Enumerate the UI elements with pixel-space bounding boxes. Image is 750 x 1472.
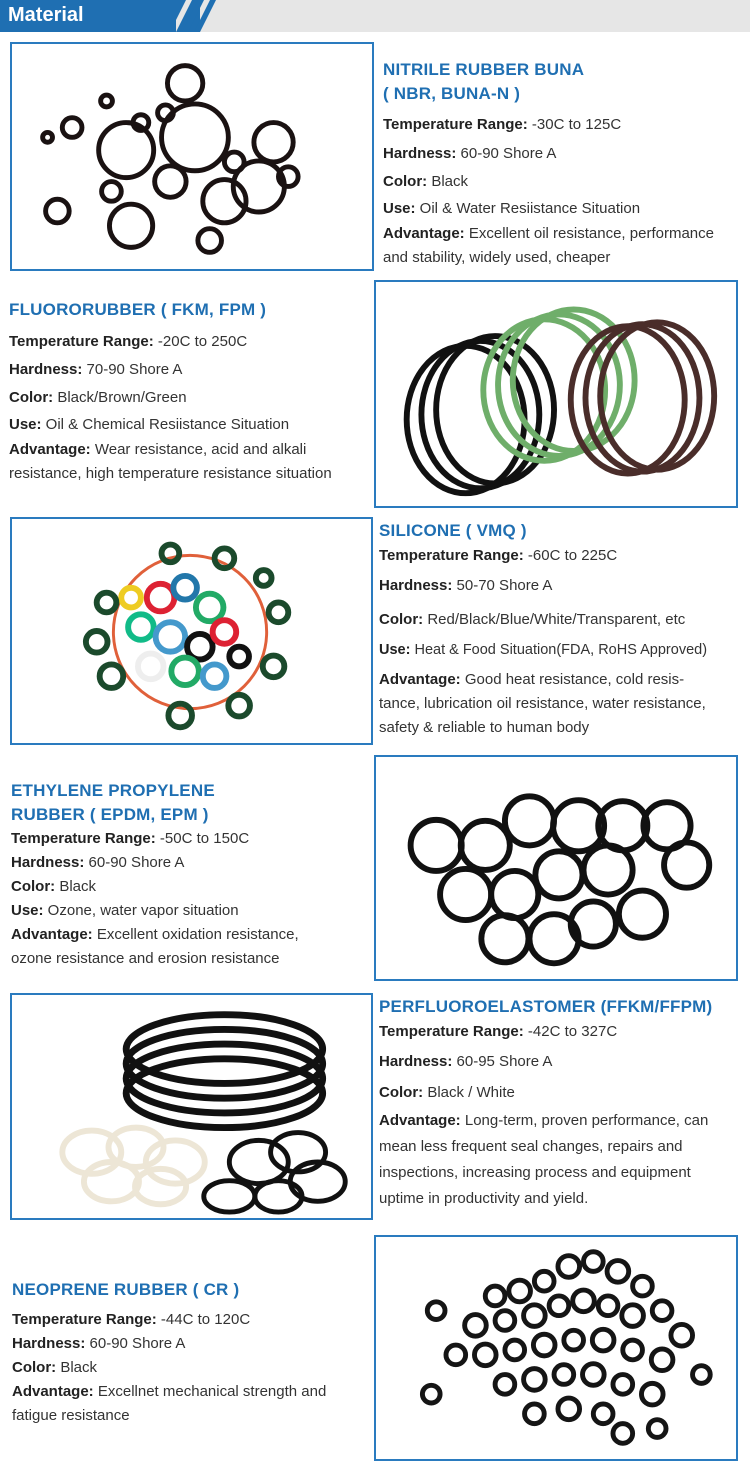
temperature-row: Temperature Range: -60C to 225C	[379, 547, 618, 564]
temperature-row: Temperature Range: -30C to 125C	[383, 116, 622, 133]
epdm-info	[11, 779, 373, 971]
fkm-info	[9, 298, 369, 486]
header-stripes-icon	[176, 0, 236, 32]
material-title: ETHYLENE PROPYLENE RUBBER ( EPDM, EPM )	[11, 781, 215, 824]
epdm-photo	[374, 755, 738, 981]
ffkm-photo	[10, 993, 373, 1220]
color-row: Color: Black	[11, 878, 97, 895]
o-ring-photo-icon	[376, 1237, 736, 1459]
o-ring-photo-icon	[12, 44, 372, 269]
material-title: NEOPRENE RUBBER ( CR )	[12, 1280, 240, 1299]
advantage-row: Advantage: Excellent oxidation resistance, ozone resistance and erosion resistance	[11, 926, 299, 967]
use-row: Use: Oil & Water Resiistance Situation	[383, 200, 641, 217]
o-ring-photo-icon	[376, 282, 736, 506]
advantage-row: Advantage: Long-term, proven performance, can mean less frequent seal changes, repairs and inspections, increasing process and equipment uptime in productivity and yield.	[379, 1112, 709, 1207]
advantage-row: Advantage: Excellnet mechanical strength and fatigue resistance	[12, 1383, 327, 1424]
temperature-row: Temperature Range: -20C to 250C	[9, 333, 248, 350]
material-title: PERFLUOROELASTOMER (FFKM/FFPM)	[379, 997, 713, 1016]
color-row: Color: Red/Black/Blue/White/Transparent, etc	[379, 611, 686, 628]
use-row: Use: Ozone, water vapor situation	[11, 902, 239, 919]
section-title: Material	[8, 4, 84, 26]
use-row: Use: Heat & Food Situation(FDA, RoHS Approved)	[379, 642, 708, 658]
o-ring-photo-icon	[12, 995, 371, 1218]
cr-photo	[374, 1235, 738, 1461]
advantage-row: Advantage: Excellent oil resistance, performance and stability, widely used, cheaper	[383, 225, 714, 266]
ffkm-info	[379, 995, 747, 1212]
hardness-row: Hardness: 60-95 Shore A	[379, 1053, 553, 1070]
material-title: SILICONE ( VMQ )	[379, 521, 527, 540]
temperature-row: Temperature Range: -42C to 327C	[379, 1023, 618, 1040]
section-header	[0, 0, 750, 32]
hardness-row: Hardness: 60-90 Shore A	[11, 854, 185, 871]
hardness-row: Hardness: 60-90 Shore A	[383, 145, 557, 162]
hardness-row: Hardness: 50-70 Shore A	[379, 577, 553, 594]
color-row: Color: Black	[12, 1359, 98, 1376]
temperature-row: Temperature Range: -50C to 150C	[11, 830, 250, 847]
silicone-info	[379, 519, 747, 740]
advantage-row: Advantage: Wear resistance, acid and alkali resistance, high temperature resistance situation	[9, 441, 332, 482]
nbr-photo	[10, 42, 374, 271]
cr-info	[12, 1278, 372, 1428]
temperature-row: Temperature Range: -44C to 120C	[12, 1311, 251, 1328]
advantage-row: Advantage: Good heat resistance, cold resis- tance, lubrication oil resistance, water resistance, safety & reliable to human body	[379, 671, 706, 736]
color-row: Color: Black / White	[379, 1084, 515, 1101]
color-row: Color: Black	[383, 173, 469, 190]
material-title: FLUORORUBBER ( FKM, FPM )	[9, 300, 267, 319]
use-row: Use: Oil & Chemical Resiistance Situation	[9, 416, 290, 433]
header-tab	[0, 0, 200, 32]
color-row: Color: Black/Brown/Green	[9, 389, 187, 406]
o-ring-photo-icon	[12, 519, 371, 743]
fkm-photo	[374, 280, 738, 508]
silicone-photo	[10, 517, 373, 745]
material-title: NITRILE RUBBER BUNA ( NBR, BUNA-N )	[383, 60, 585, 103]
hardness-row: Hardness: 70-90 Shore A	[9, 361, 183, 378]
hardness-row: Hardness: 60-90 Shore A	[12, 1335, 186, 1352]
nbr-info	[383, 58, 745, 270]
o-ring-photo-icon	[376, 757, 736, 979]
